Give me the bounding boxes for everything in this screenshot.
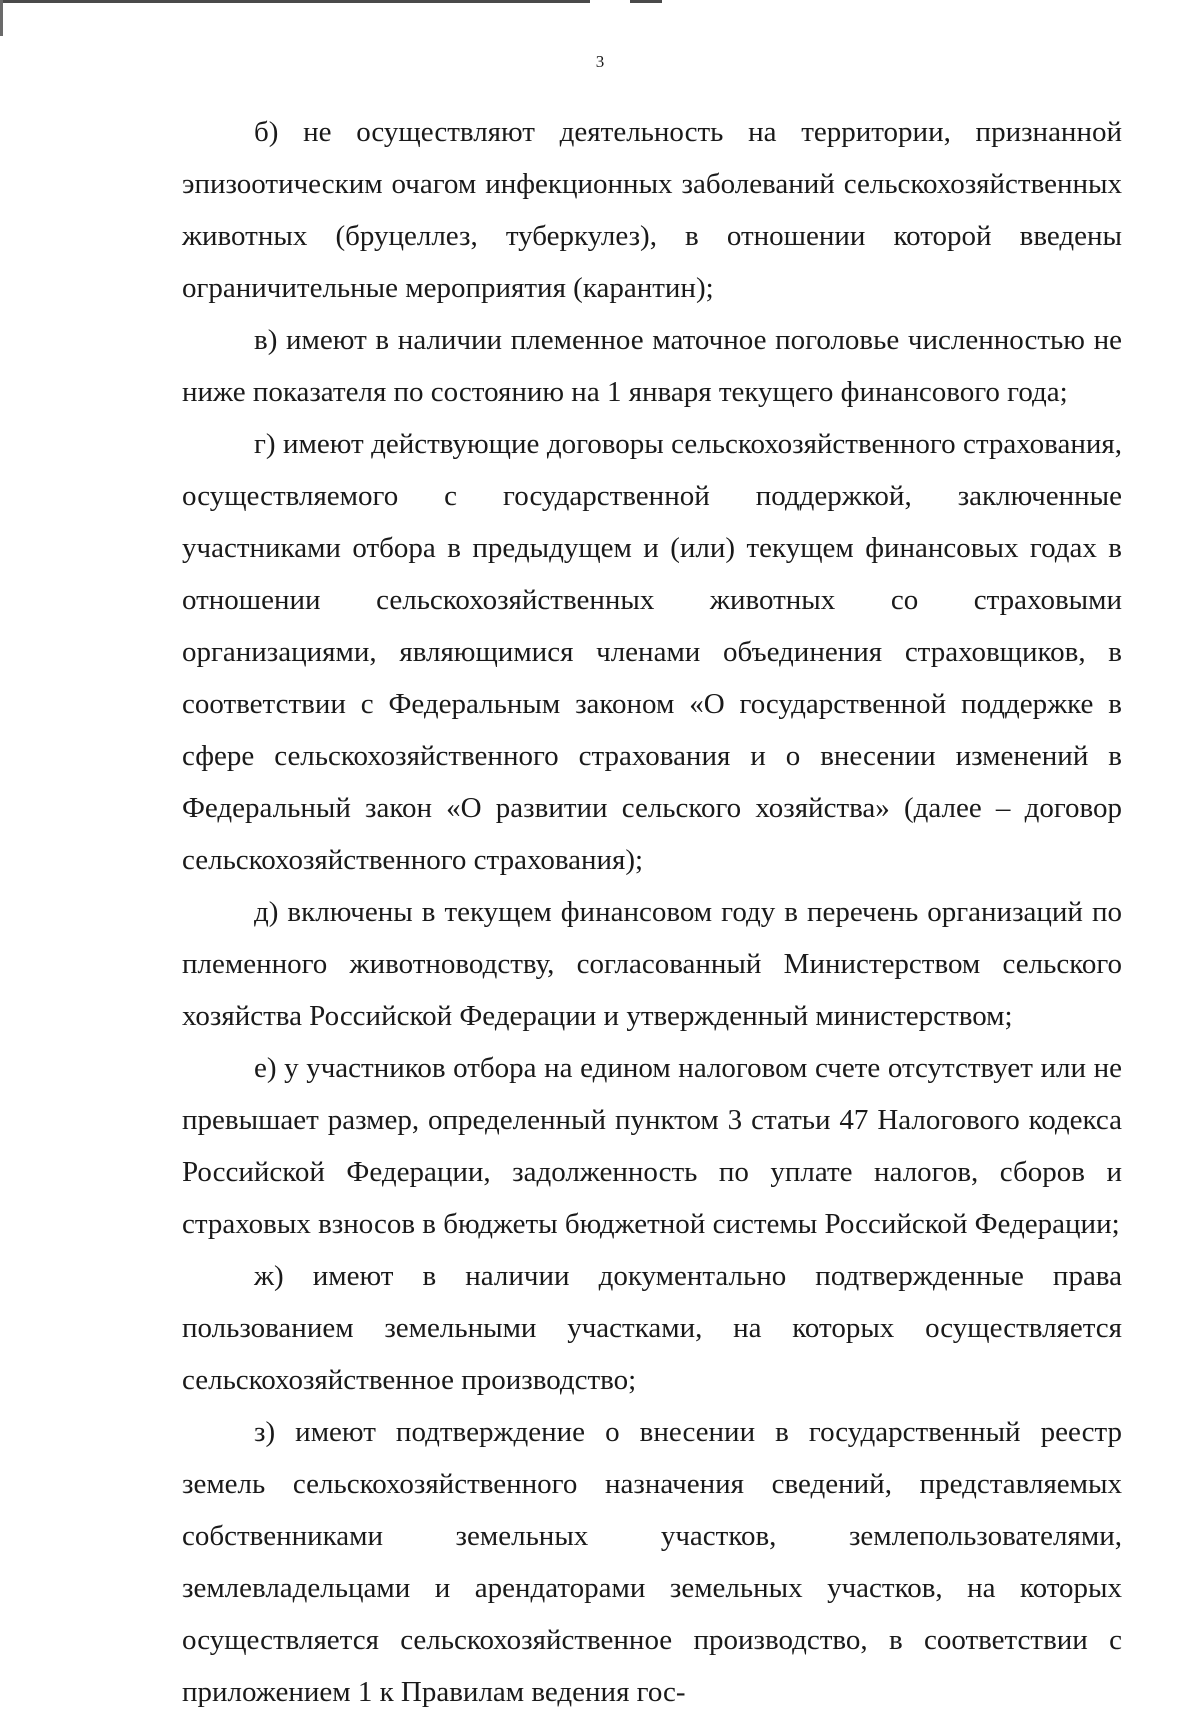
paragraph-d: д) включены в текущем финансовом году в перечень организаций по племенного животноводству, согласованный Министерством сельского хозяйства Российской Федерации и утвержденный министерством; (182, 896, 1122, 1032)
scan-artifact-top (0, 0, 590, 3)
scan-artifact-left (0, 0, 3, 36)
paragraph-e: е) у участников отбора на едином налоговом счете отсутствует или не превышает размер, определенный пунктом 3 статьи 47 Налогового кодекса Российской Федерации, задолженность по уплате налогов, сборов и страховых взносов в бюджеты бюджетной системы Российской Федерации; (182, 1052, 1122, 1240)
paragraph-b: б) не осуществляют деятельность на территории, признанной эпизоотическим очагом инфекционных заболеваний сельскохозяйственных животных (бруцеллез, туберкулез), в отношении которой введены ограничительные мероприятия (карантин); (182, 116, 1122, 304)
paragraph-g: г) имеют действующие договоры сельскохозяйственного страхования, осуществляемого с государственной поддержкой, заключенные участниками отбора в предыдущем и (или) текущем финансовых годах в отношении сельскохозяйственных животных со страховыми организациями, являющимися членами объединения страховщиков, в соответствии с Федеральным законом «О государственной поддержке в сфере сельскохозяйственного страхования и о внесении изменений в Федеральный закон «О развитии сельского хозяйства» (далее – договор сельскохозяйственного страхования); (182, 428, 1122, 876)
document-body (182, 106, 1122, 1718)
paragraph-v: в) имеют в наличии племенное маточное поголовье численностью не ниже показателя по состоянию на 1 января текущего финансового года; (182, 324, 1122, 408)
paragraph-zh: ж) имеют в наличии документально подтвержденные права пользованием земельными участками, на которых осуществляется сельскохозяйственное производство; (182, 1260, 1122, 1396)
page-number: 3 (595, 52, 605, 71)
scan-artifact-top-short (630, 0, 662, 3)
paragraph-z: з) имеют подтверждение о внесении в государственный реестр земель сельскохозяйственного назначения сведений, представляемых собственниками земельных участков, землепользователями, землевладельцами и арендаторами земельных участков, на которых осуществляется сельскохозяйственное производство, в соответствии с приложением 1 к Правилам ведения гос- (182, 1416, 1122, 1708)
